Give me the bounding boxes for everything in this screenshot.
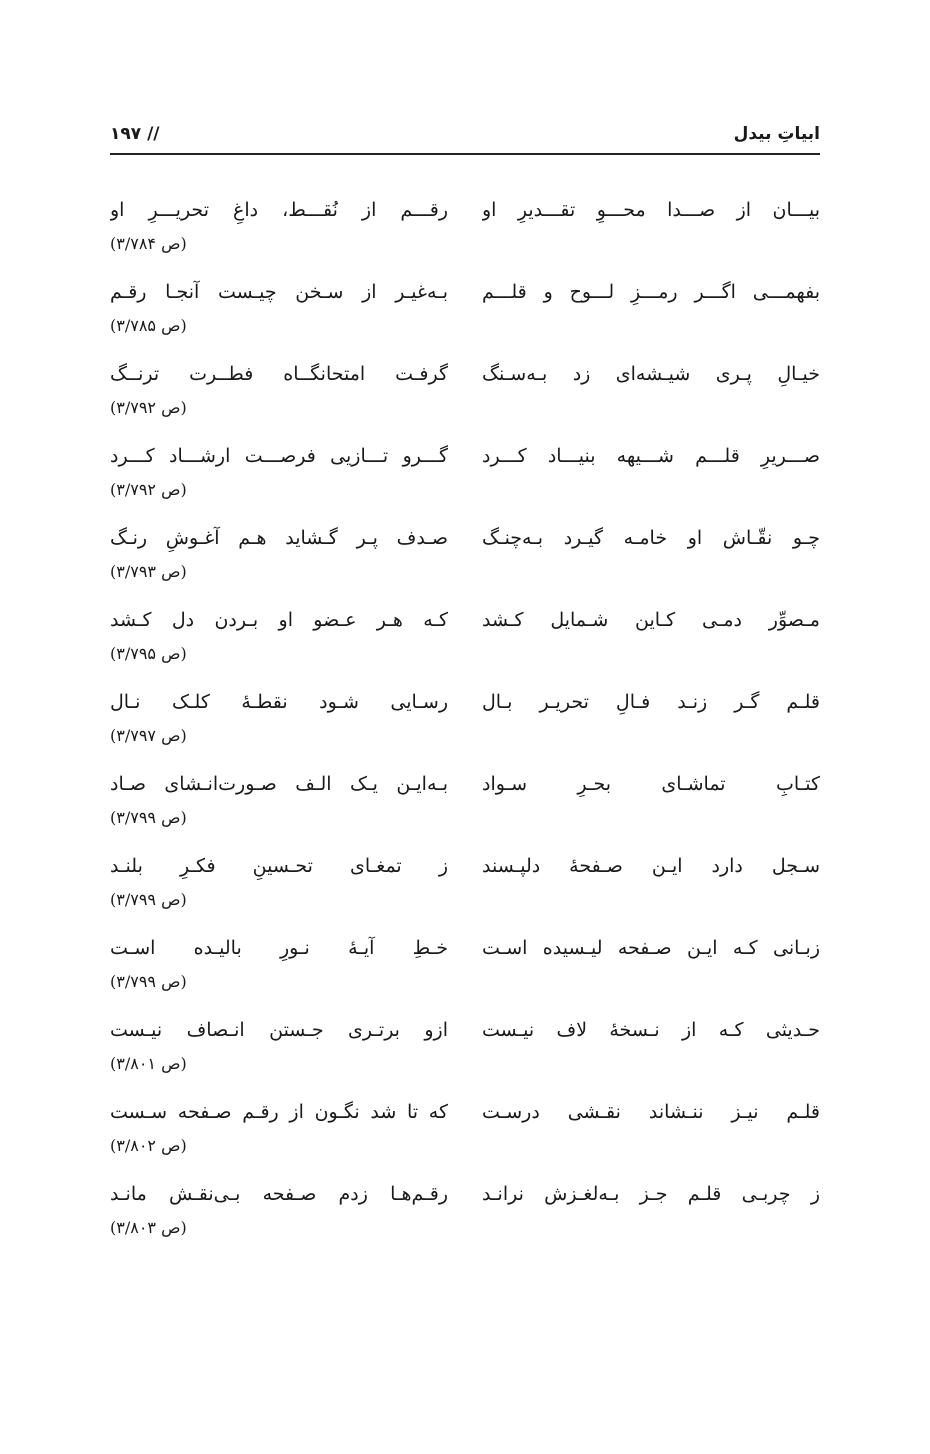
second-hemistich: بـه‌ایـن یـک الـف صـورت‌انـشای صـاد [110, 773, 448, 795]
verse-reference: (ص ۳/۷۹۹) [110, 890, 187, 909]
first-hemistich: مـصوِّر دمـی کـاین شـمایل کـشد [482, 609, 820, 631]
verse [110, 1010, 820, 1092]
verse [110, 1174, 820, 1256]
verse-reference: (ص ۳/۷۹۲) [110, 398, 187, 417]
verse-reference: (ص ۳/۷۹۹) [110, 808, 187, 827]
first-hemistich: ز چربـی قلـم جـز بـه‌لغـزش نرانـد [482, 1183, 820, 1205]
second-hemistich: گرفـت امتحانگــاه فطــرت ترنــگ [110, 363, 448, 385]
verse-reference: (ص ۳/۷۸۴) [110, 234, 187, 253]
verse [110, 682, 820, 764]
verse-reference: (ص ۳/۷۹۳) [110, 562, 187, 581]
header-rule [110, 153, 820, 155]
verse-reference: (ص ۳/۸۰۱) [110, 1054, 187, 1073]
verse [110, 928, 820, 1010]
second-hemistich: خـطِ آیـهٔ نـورِ بالیـده اسـت [110, 937, 448, 959]
first-hemistich: قلـم گـر زنـد فـالِ تحریـر بـال [482, 691, 820, 713]
verse [110, 1092, 820, 1174]
second-hemistich: گـــرو تـــازیی فرصـــت ارشـــاد کـــرد [110, 445, 448, 467]
first-hemistich: چـو نقّـاش او خامـه گیـرد بـه‌چنـگ [482, 527, 820, 549]
verse-reference: (ص ۳/۷۹۷) [110, 726, 187, 745]
second-hemistich: ز تمغـای تحـسینِ فکـرِ بلنـد [110, 855, 448, 877]
verse-reference: (ص ۳/۷۹۹) [110, 972, 187, 991]
first-hemistich: کتـابِ تماشـای بحـرِ سـواد [482, 773, 820, 795]
verse [110, 764, 820, 846]
verse-reference: (ص ۳/۷۹۲) [110, 480, 187, 499]
header-separator: // [147, 124, 160, 144]
first-hemistich: صـــریرِ قلـــم شـــیهه بنیـــاد کـــرد [482, 445, 820, 467]
first-hemistich: سـجل دارد ایـن صـفحهٔ دلپـسند [482, 855, 820, 877]
second-hemistich: رسـایی شـود نقطـهٔ کلـک نـال [110, 691, 448, 713]
second-hemistich: کـه هـر عـضو او بـردن دل کـشد [110, 609, 448, 631]
second-hemistich: ازو برتـری جـستن انـصاف نیـست [110, 1019, 448, 1041]
verse [110, 354, 820, 436]
second-hemistich: رقـم‌هـا زدم صـفحه بـی‌نقـش مانـد [110, 1183, 448, 1205]
first-hemistich: حـدیثی کـه از نـسخهٔ لاف نیـست [482, 1019, 820, 1041]
second-hemistich: صـدف پـر گـشاید هـم آغـوشِ رنـگ [110, 527, 448, 549]
running-header [110, 118, 820, 154]
first-hemistich: بفهمـــی اگـــر رمـــزِ لـــوح و قلـــم [482, 281, 820, 303]
verse [110, 190, 820, 272]
verse [110, 436, 820, 518]
first-hemistich: قلـم نیـز ننـشاند نقـشی درسـت [482, 1101, 820, 1123]
page-number-block [110, 124, 159, 144]
verse-reference: (ص ۳/۷۹۵) [110, 644, 187, 663]
page-number: ۱۹۷ [110, 124, 142, 144]
verse-reference: (ص ۳/۷۸۵) [110, 316, 187, 335]
verse-reference: (ص ۳/۸۰۳) [110, 1218, 187, 1237]
first-hemistich: خیـالِ پـری شیـشه‌ای زد بـه‌سـنگ [482, 363, 820, 385]
verse [110, 272, 820, 354]
first-hemistich: بیـــان از صـــدا محـــوِ تقـــدیرِ او [482, 199, 820, 221]
running-title: ابیاتِ بیدل [733, 124, 820, 144]
verse [110, 600, 820, 682]
verse [110, 846, 820, 928]
verse-list [110, 190, 820, 1256]
second-hemistich: که تا شد نگـون از رقـم صـفحه سـست [110, 1101, 448, 1123]
second-hemistich: رقـــم از نُقـــط، داغِ تحریـــرِ او [110, 199, 448, 221]
verse-reference: (ص ۳/۸۰۲) [110, 1136, 187, 1155]
second-hemistich: بـه‌غیـر از سـخن چیـست آنجـا رقـم [110, 281, 448, 303]
first-hemistich: زبـانی کـه ایـن صـفحه لیـسیده اسـت [482, 937, 820, 959]
verse [110, 518, 820, 600]
